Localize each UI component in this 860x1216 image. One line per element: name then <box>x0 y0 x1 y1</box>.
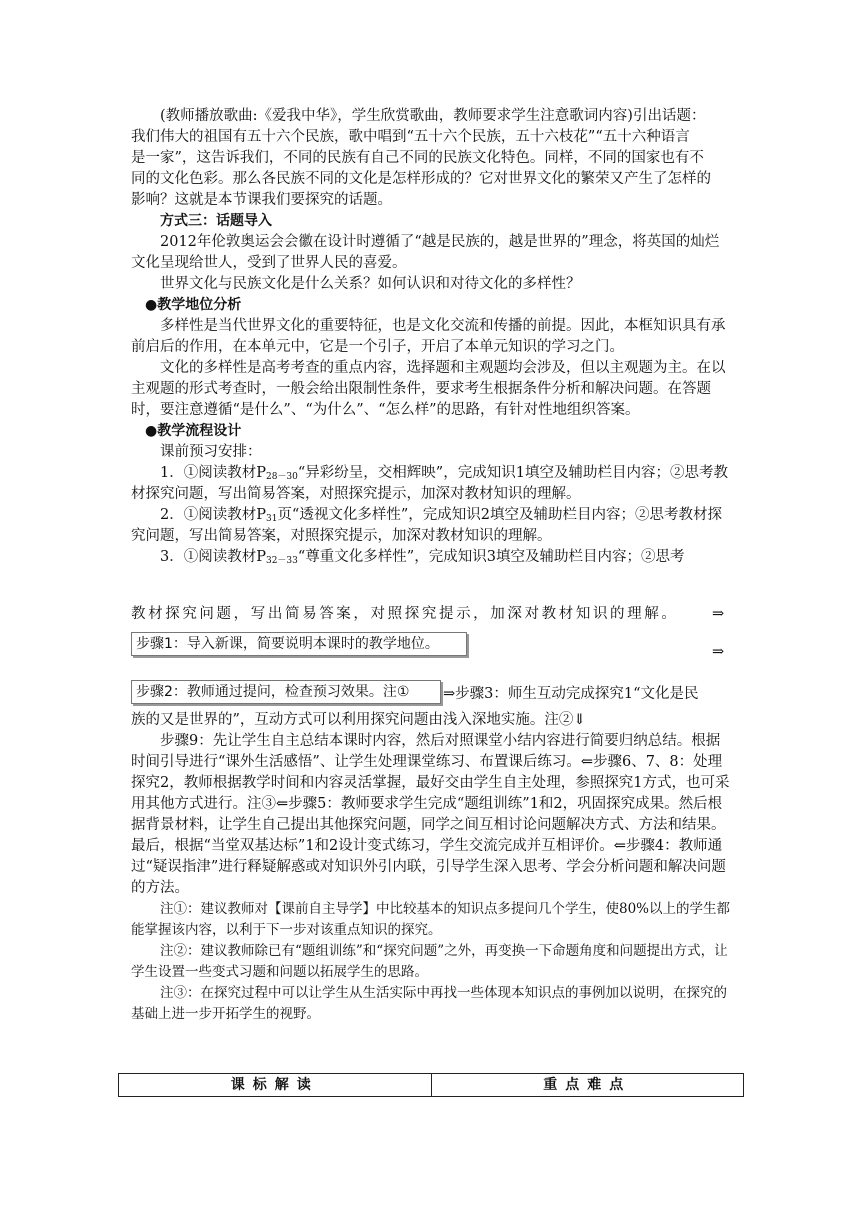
intro-line-4: 同的文化色彩。那么各民族不同的文化是怎样形成的？它对世界文化的繁荣又产生了怎样的 <box>131 171 711 187</box>
flow-arrow-1: ⇒ <box>712 606 725 622</box>
intro-line-3: 是一家”，这告诉我们，不同的民族有自己不同的民族文化特色。同样，不同的国家也有不 <box>131 150 704 166</box>
preview-item-3-line-2: 教 材 探 究 问 题 ， 写 出 简 易 答 案 ， 对 照 探 究 提 示 ， 加 深 对 教 材 知 识 的 理 解 。 <box>131 606 675 622</box>
header-table <box>118 1073 744 1097</box>
step-3-line-2: 族的又是世界的”，互动方式可以利用探究问题由浅入深地实施。注②⇓ <box>131 712 586 728</box>
steps-section <box>131 710 731 1025</box>
preview-label: 课前预习安排： <box>160 444 262 460</box>
step-2-box: 步骤2：教师通过提问，检查预习效果。注① <box>131 680 441 704</box>
method3-heading: 方式三：话题导入 <box>160 213 272 229</box>
intro-line-1: (教师播放歌曲:《爱我中华》，学生欣赏歌曲，教师要求学生注意歌词内容)引出话题： <box>160 108 706 124</box>
steps-paragraph: 步骤9：先让学生自主总结本课时内容，然后对照课堂小结内容进行简要归纳总结。根据时间引导进行“课外生活感悟”、让学生处理课堂练习、布置课后练习。⇐步骤6、7、8：处理探究2，教师根据教学时间和内容灵活掌握，最好交由学生自主处理，参照探究1方式，也可采用其他方式进行。注③⇐步骤5：教师要求学生完成“题组训练”1和2，巩固探究成果。然后根据背景材料，让学生自己提出其他探究问题，同学之间互相讨论问题解决方式、方法和结果。最后，根据“当堂双基达标”1和2设计变式练习，学生交流完成并互相评价。⇐步骤4：教师通过“疑误指津”进行释疑解惑或对知识外引内联，引导学生深入思考、学会分析问题和解决问题的方法。 <box>131 733 730 896</box>
flow-arrow-2: ⇒ <box>712 644 725 660</box>
preview-item-3-line-1: 3．①阅读教材$P_{32-33}“$尊重文化多样性”，完成知识3填空及辅助栏目内容；②思考 <box>160 549 685 566</box>
teaching-position-paragraph-2: 文化的多样性是高考考查的重点内容，选择题和主观题均会涉及，但以主观题为主。在以主观题的形式考查时，一般会给出限制性条件，要求考生根据条件分析和解决问题。在答题时，要注意遵循“是什么”、“为什么”、“怎么样”的思路，有针对性地组织答案。 <box>131 360 726 418</box>
teaching-flow-heading: ●教学流程设计 <box>145 423 242 439</box>
intro-section <box>131 106 731 568</box>
note-3: 注③：在探究过程中可以让学生从生活实际中再找一些体现本知识点的事例加以说明，在探究的基础上进一步开拓学生的视野。 <box>131 985 727 1022</box>
preview-item-1: 1．①阅读教材$P_{28-30}“$异彩纷呈，交相辉映”，完成知识1填空及辅助栏目内容；②思考教材探究问题，写出简易答案，对照探究提示，加深对教材知识的理解。 <box>131 465 728 502</box>
intro-line-5: 影响？这就是本节课我们要探究的话题。 <box>131 192 392 208</box>
intro-line-2: 我们伟大的祖国有五十六个民族，歌中唱到“五十六个民族，五十六枝花”“五十六种语言 <box>131 129 690 145</box>
preview-item-2: 2．①阅读教材$P_{31}$页“透视文化多样性”，完成知识2填空及辅助栏目内容；②思考教材探究问题，写出简易答案，对照探究提示，加深对教材知识的理解。 <box>131 507 722 544</box>
method3-paragraph-1: 2012年伦敦奥运会会徽在设计时遵循了“越是民族的，越是世界的”理念，将英国的灿烂文化呈现给世人，受到了世界人民的喜爱。 <box>131 234 720 271</box>
method3-paragraph-2: 世界文化与民族文化是什么关系？如何认识和对待文化的多样性？ <box>160 276 581 292</box>
teaching-position-paragraph-1: 多样性是当代世界文化的重要特征，也是文化交流和传播的前提。因此，本框知识具有承前启后的作用，在本单元中，它是一个引子，开启了本单元知识的学习之门。 <box>131 318 726 355</box>
step-3-line-1: ⇒步骤3：师生互动完成探究1“文化是民 <box>443 686 699 702</box>
table-header-key-points: 重点难点 <box>431 1074 744 1096</box>
note-1: 注①：建议教师对【课前自主导学】中比较基本的知识点多提问几个学生，使80%以上的学生都能掌握该内容，以利于下一步对该重点知识的探究。 <box>131 901 731 938</box>
table-header-curriculum: 课标解读 <box>230 1077 319 1093</box>
note-2: 注②：建议教师除已有“题组训练”和“探究问题”之外，再变换一下命题角度和问题提出方式，让学生设置一些变式习题和问题以拓展学生的思路。 <box>131 943 728 980</box>
teaching-position-heading: ●教学地位分析 <box>145 297 242 313</box>
step-1-box: 步骤1：导入新课，简要说明本课时的教学地位。 <box>131 632 467 656</box>
